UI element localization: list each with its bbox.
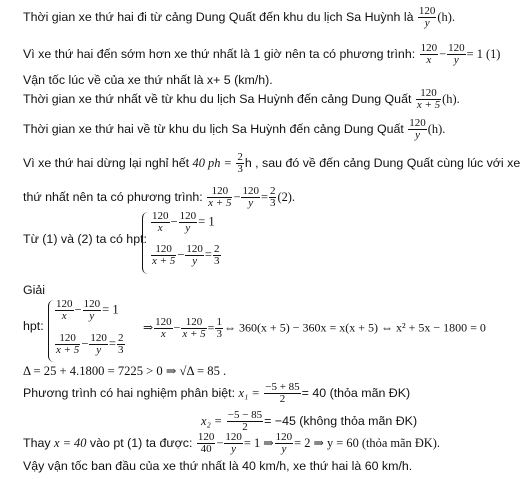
line-4: Thời gian xe thứ nhất về từ khu du lịch Sa Huỳnh đến cảng Dung Quất $\frac{120}{x + 5}$ (h). [23,87,460,111]
unit-hours: (h). [437,9,455,24]
roots-line-1: Phương trình có hai nghiệm phân biệt: x₁ = $\frac{-5 + 85}{2}$ = 40 (thỏa mãn ĐK) [23,381,411,405]
text-return-time-second: Thời gian xe thứ hai về từ khu du lịch Sa Huỳnh đến cảng Dung Quất [23,121,404,136]
fraction-120-over-x: $\frac{120}{x}$ [420,42,438,66]
x2-label: x₂ = [201,413,223,428]
equation-1-rhs: = 1 (1) [466,46,501,61]
line-2: Vì xe thứ hai đến sớm hơn xe thứ nhất là 1 giờ nên ta có phương trình: $\frac{120}{x}$ − $\frac{120}{y}$ = 1 (1) [23,42,501,66]
system-brace-1 [142,212,149,274]
text-equation-2-intro: thứ nhất nên ta có phương trình: [23,189,203,204]
fraction-120-over-y: $\frac{120}{y}$ [418,5,436,29]
x1-label: x₁ = [238,385,260,400]
discriminant: Δ = 25 + 4.1800 = 7225 > 0 ⇒ √Δ = 85 . [23,364,227,378]
quadratic-equation: ⇔ 360(x + 5) − 360x = x(x + 5) ⇔ x² + 5x − 1800 = 0 [223,320,486,335]
text-equation-1-intro: Vì xe thứ hai đến sớm hơn xe thứ nhất là 1 giờ nên ta có phương trình: [23,46,416,61]
system-eq-1: $\frac{120}{x}$ − $\frac{120}{y}$ = 1 [152,210,215,234]
system-eq-2: $\frac{120}{x + 5}$ − $\frac{120}{y}$ = $\frac{2}{3}$ [152,243,220,267]
x1-value: = 40 (thỏa mãn ĐK) [301,385,411,400]
line-1 [23,6,455,29]
rest-time: 40 ph = [192,155,232,170]
text-time-second-car: Thời gian xe thứ hai đi từ cảng Dung Quất đến khu du lịch Sa Huỳnh là [23,9,414,24]
roots-line-2: x₂ = $\frac{-5 - 85}{2}$ = −45 (không thỏa mãn ĐK) [201,409,418,433]
line-5: Thời gian xe thứ hai về từ khu du lịch Sa Huỳnh đến cảng Dung Quất $\frac{120}{y}$ (h). [23,117,446,141]
fraction-120-over-y-b: $\frac{120}{y}$ [448,42,465,66]
y-value: = 2 ⇒ y = 60 (thỏa mãn ĐK). [294,435,440,450]
line-8: Từ (1) và (2) ta có hpt: [23,232,147,246]
fraction-120-over-y-c: $\frac{120}{y}$ [409,117,426,141]
line-3: Vận tốc lúc về của xe thứ nhất là x+ 5 (km/h). [23,73,273,87]
solve-heading: Giải [23,283,46,297]
equation-2-label: (2). [277,189,296,204]
fraction-120-over-x-plus-5: $\frac{120}{x + 5}$ [416,87,441,111]
hpt-eq-2: $\frac{120}{x + 5}$ − $\frac{120}{y}$ = $\frac{2}{3}$ [56,332,124,356]
text-return-time-first: Thời gian xe thứ nhất về từ khu du lịch Sa Huỳnh đến cảng Dung Quất [23,91,412,106]
hpt-label: hpt: [23,319,44,333]
line-7: thứ nhất nên ta có phương trình: $\frac{120}{x + 5}$ − $\frac{120}{y}$ = $\frac{2}{3}$ (2). [23,185,296,209]
fraction-2-over-3: $\frac{2}{3}$ [237,151,243,175]
line-6: Vì xe thứ hai dừng lại nghỉ hết 40 ph = $\frac{2}{3}$ h , sau đó về đến cảng Dung Quất cùng lúc với xe [23,151,520,175]
hpt-eq-1: $\frac{120}{x}$ − $\frac{120}{y}$ = 1 [56,298,119,322]
x2-value: = −45 (không thỏa mãn ĐK) [264,413,418,428]
hpt-derivation: ⇒ $\frac{120}{x}$ − $\frac{120}{x + 5}$ = $\frac{1}{3}$ ⇔ 360(x + 5) − 360x = x(x + 5) ⇔ x² + 5x − 1800 = 0 [143,316,486,340]
conclusion: Vậy vận tốc ban đầu của xe thứ nhất là 40 km/h, xe thứ hai là 60 km/h. [23,459,413,473]
substitution-line: Thay x = 40 vào pt (1) ta được: $\frac{120}{40}$ − $\frac{120}{y}$ = 1 ⇒ $\frac{120}{y}$ = 2 ⇒ y = 60 (thỏa mãn ĐK). [23,431,440,455]
